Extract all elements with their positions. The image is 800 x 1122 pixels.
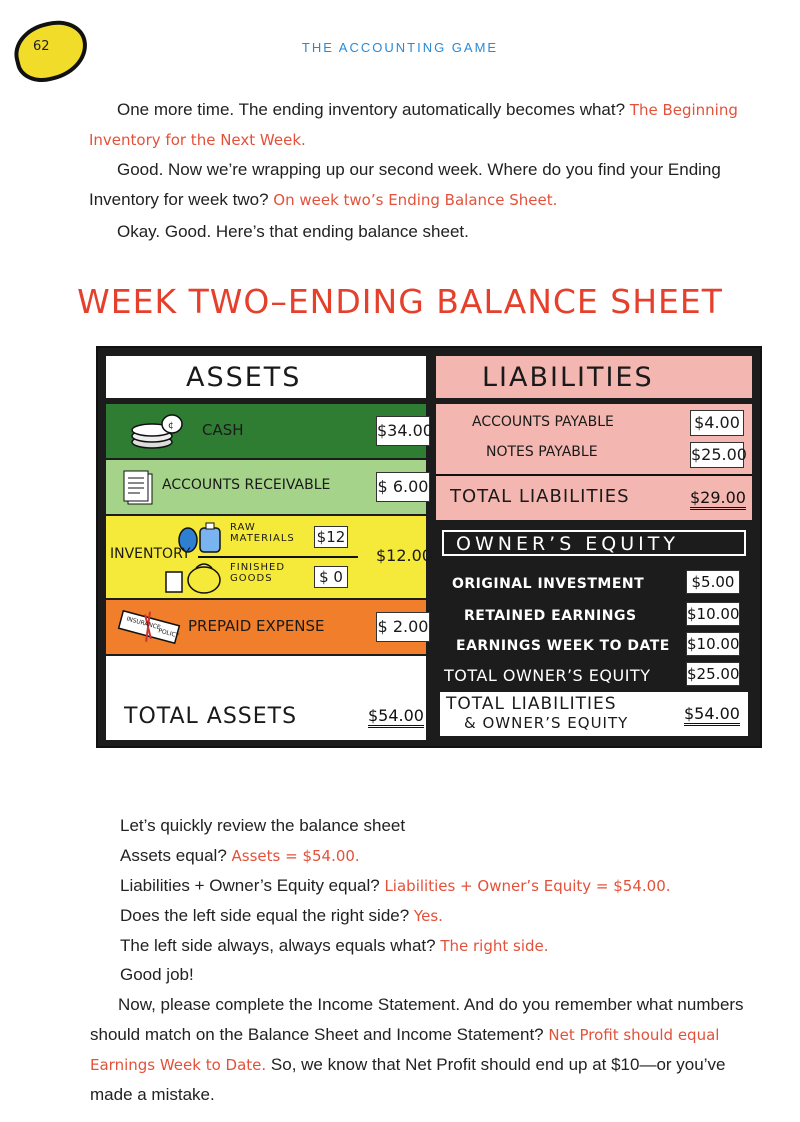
question-text: Okay. Good. Here’s that ending balance sheet. — [117, 222, 469, 241]
question-text: Liabilities + Owner’s Equity equal? — [120, 876, 380, 895]
question-text: Good. Now we’re wrapping up our second week. Where do you find your Ending Inventory for week two? — [89, 160, 721, 209]
raw-materials-label: RAW MATERIALS — [230, 522, 295, 544]
liabilities-body — [436, 404, 752, 520]
liabilities-header-block — [436, 356, 752, 398]
notes-payable-value: $25.00 — [690, 442, 744, 468]
running-title: THE ACCOUNTING GAME — [301, 40, 499, 55]
accounts-payable-label: ACCOUNTS PAYABLE — [472, 414, 614, 430]
balance-sheet-title: WEEK TWO–ENDING BALANCE SHEET — [77, 282, 723, 321]
review-line-2 — [120, 841, 770, 871]
review-line-6 — [120, 960, 770, 990]
closing-tail-text: So, we know that Net Profit should end up at $10—or you’ve made a mistake. — [90, 1055, 726, 1104]
total-assets-block — [106, 656, 426, 740]
assets-header-block — [106, 356, 426, 398]
cash-coins-icon — [128, 412, 188, 452]
total-equity-label: TOTAL OWNER’S EQUITY — [444, 666, 651, 685]
accounts-payable-value: $4.00 — [690, 410, 744, 436]
balance-sheet — [96, 346, 762, 748]
answer-text: The Beginning Inventory for the Next Week. — [89, 101, 738, 149]
retained-earnings-value: $10.00 — [686, 602, 740, 626]
receivable-label: ACCOUNTS RECEIVABLE — [162, 477, 331, 493]
intro-paragraph-3 — [89, 217, 767, 247]
inventory-row — [106, 516, 432, 598]
equity-header-box — [442, 530, 746, 556]
inventory-label: INVENTORY — [110, 546, 191, 562]
retained-earnings-label: RETAINED EARNINGS — [464, 608, 637, 624]
finished-goods-label: FINISHED GOODS — [230, 562, 286, 584]
liabilities-header: LIABILITIES — [482, 362, 654, 393]
question-text: Does the left side equal the right side? — [120, 906, 410, 925]
policy-tag: POLICY — [157, 627, 180, 640]
svg-text:¢: ¢ — [168, 421, 174, 431]
answer-text: On week two’s Ending Balance Sheet. — [273, 191, 558, 209]
equity-header: OWNER’S EQUITY — [456, 533, 679, 555]
answer-text: Assets = $54.00. — [231, 847, 360, 865]
finished-goods-icon — [162, 560, 226, 596]
review-line-1 — [120, 811, 770, 841]
intro-paragraph-2 — [89, 155, 767, 215]
total-liabilities-label: TOTAL LIABILITIES — [450, 486, 630, 507]
finished-goods-value: $ 0 — [314, 566, 348, 588]
page-number: 62 — [33, 39, 50, 54]
inventory-value: $12.00 — [376, 546, 432, 565]
grand-total-block — [440, 692, 748, 736]
receivable-row — [106, 460, 429, 514]
total-equity-value: $25.00 — [686, 662, 740, 686]
question-text: The left side always, always equals what? — [120, 936, 436, 955]
review-line-3 — [120, 871, 770, 901]
receivable-value: $ 6.00 — [376, 472, 430, 502]
inventory-divider — [198, 556, 358, 558]
intro-paragraph-1 — [89, 95, 767, 155]
prepaid-value: $ 2.00 — [376, 612, 430, 642]
original-investment-value: $5.00 — [686, 570, 740, 594]
grand-total-label-1: TOTAL LIABILITIES — [446, 694, 617, 714]
question-text: One more time. The ending inventory automatically becomes what? — [117, 100, 626, 119]
answer-text: Liabilities + Owner’s Equity = $54.00. — [384, 877, 671, 895]
grand-total-value: $54.00 — [684, 704, 740, 726]
cash-value: $34.00 — [376, 416, 430, 446]
question-text: Now, please complete the Income Statement. And do you remember what numbers should match on the Balance Sheet and Income Statement? — [90, 995, 744, 1044]
review-line-5 — [120, 931, 770, 961]
liabilities-divider — [436, 474, 752, 476]
review-line-4 — [120, 901, 770, 931]
insurance-tag: INSURANCE — [125, 615, 162, 632]
total-assets-value: $54.00 — [368, 706, 424, 728]
total-assets-label: TOTAL ASSETS — [124, 704, 298, 729]
question-text: Assets equal? — [120, 846, 227, 865]
earnings-week-label: EARNINGS WEEK TO DATE — [456, 638, 670, 654]
closing-paragraph — [90, 990, 770, 1110]
answer-text: Net Profit should equal Earnings Week to Date. — [90, 1026, 720, 1074]
answer-text: The right side. — [440, 937, 549, 955]
question-text: Let’s quickly review the balance sheet — [120, 816, 406, 835]
cash-label: CASH — [202, 421, 244, 439]
raw-materials-value: $12 — [314, 526, 348, 548]
grand-total-label-2: & OWNER’S EQUITY — [464, 714, 629, 732]
original-investment-label: ORIGINAL INVESTMENT — [452, 576, 645, 592]
answer-text: Yes. — [413, 907, 443, 925]
invoice-stack-icon — [120, 468, 156, 508]
notes-payable-label: NOTES PAYABLE — [486, 444, 598, 460]
earnings-week-value: $10.00 — [686, 632, 740, 656]
prepaid-row — [106, 600, 429, 654]
cash-row — [106, 404, 433, 458]
question-text: Good job! — [120, 965, 194, 984]
total-liabilities-value: $29.00 — [690, 488, 746, 510]
prepaid-label: PREPAID EXPENSE — [188, 617, 325, 635]
equity-block — [436, 526, 752, 740]
assets-header: ASSETS — [186, 362, 302, 393]
